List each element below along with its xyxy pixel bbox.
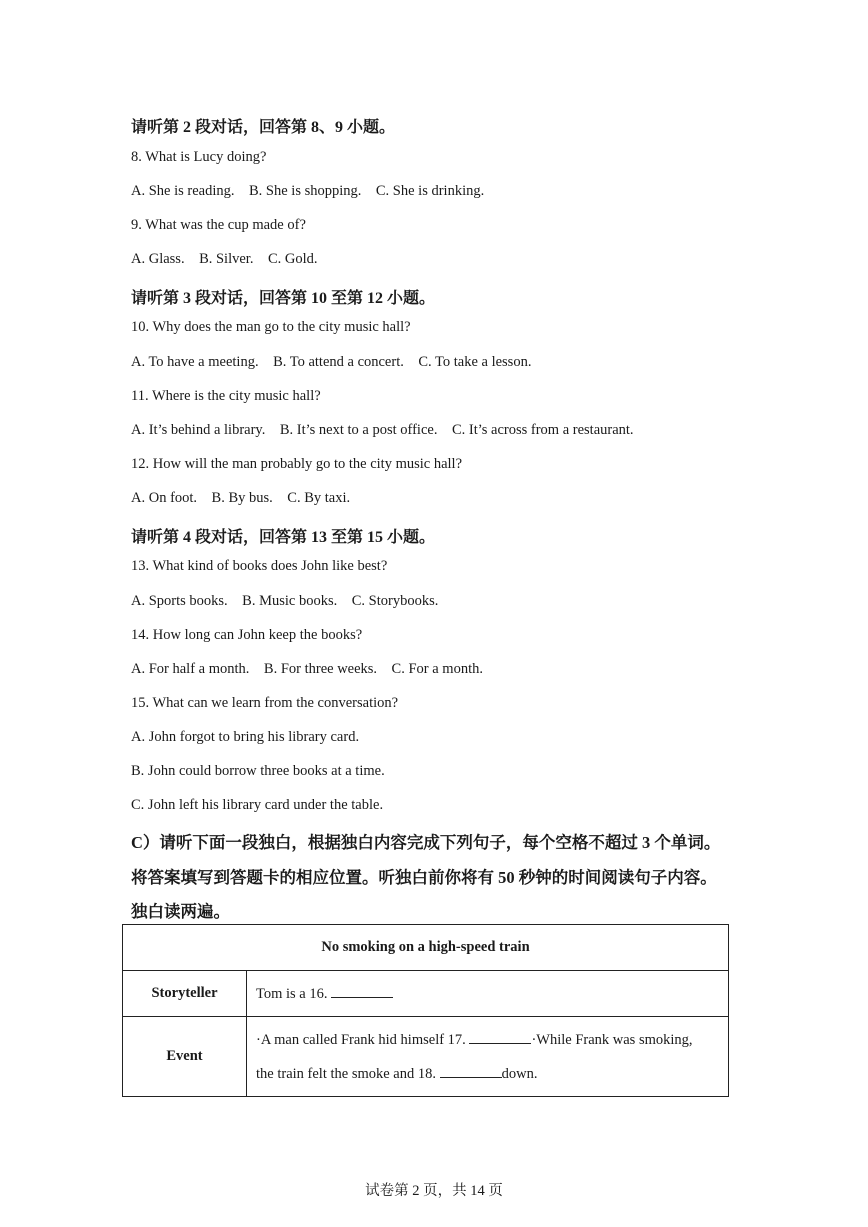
- event-text-1a: ·A man called Frank hid himself 17.: [256, 1031, 466, 1048]
- question-11: 11. Where is the city music hall?: [131, 388, 321, 404]
- event-cell: [247, 1017, 729, 1097]
- event-text-2b: down.: [501, 1065, 538, 1082]
- question-10: 10. Why does the man go to the city music hall?: [131, 319, 411, 335]
- event-text-2a: the train felt the smoke and 18.: [256, 1065, 436, 1082]
- storyteller-cell: [247, 971, 729, 1017]
- options-13: A. Sports books. B. Music books. C. Storybooks.: [131, 593, 439, 609]
- option-15b: B. John could borrow three books at a time.: [131, 763, 385, 779]
- table-title: No smoking on a high-speed train: [123, 925, 729, 971]
- section-heading-4: 请听第 4 段对话，回答第 13 至第 15 小题。: [131, 529, 436, 546]
- part-c-instruction-1: C）请听下面一段独白，根据独白内容完成下列句子，每个空格不超过 3 个单词。: [131, 833, 721, 852]
- monologue-table: [122, 924, 729, 1097]
- options-11: A. It’s behind a library. B. It’s next to a post office. C. It’s across from a restaurant.: [131, 422, 634, 438]
- part-c-instruction-3: 独白读两遍。: [131, 902, 230, 921]
- options-8: A. She is reading. B. She is shopping. C. She is drinking.: [131, 183, 485, 199]
- question-15: 15. What can we learn from the conversation?: [131, 695, 399, 711]
- section-heading-3: 请听第 3 段对话，回答第 10 至第 12 小题。: [131, 290, 436, 307]
- question-12: 12. How will the man probably go to the city music hall?: [131, 456, 463, 472]
- question-9: 9. What was the cup made of?: [131, 217, 306, 233]
- answer-blank-16[interactable]: [331, 985, 393, 998]
- question-14: 14. How long can John keep the books?: [131, 627, 363, 643]
- options-14: A. For half a month. B. For three weeks. C. For a month.: [131, 661, 483, 677]
- section-heading-2: 请听第 2 段对话，回答第 8、9 小题。: [131, 119, 396, 136]
- storyteller-text: Tom is a 16.: [256, 985, 328, 1002]
- page-footer: 试卷第 2 页，共 14 页: [365, 1183, 503, 1199]
- options-9: A. Glass. B. Silver. C. Gold.: [131, 251, 318, 267]
- option-15c: C. John left his library card under the table.: [131, 797, 384, 813]
- part-c-instruction-2: 将答案填写到答题卡的相应位置。听独白前你将有 50 秒钟的时间阅读句子内容。: [131, 868, 717, 887]
- option-15a: A. John forgot to bring his library card.: [131, 729, 360, 745]
- question-8: 8. What is Lucy doing?: [131, 149, 267, 165]
- answer-blank-18[interactable]: [440, 1065, 502, 1078]
- event-label: Event: [123, 1017, 247, 1097]
- answer-blank-17[interactable]: [469, 1031, 531, 1044]
- event-text-1b: ·While Frank was smoking,: [531, 1031, 693, 1048]
- question-13: 13. What kind of books does John like best?: [131, 558, 388, 574]
- options-12: A. On foot. B. By bus. C. By taxi.: [131, 490, 351, 506]
- options-10: A. To have a meeting. B. To attend a concert. C. To take a lesson.: [131, 354, 532, 370]
- storyteller-label: Storyteller: [123, 971, 247, 1017]
